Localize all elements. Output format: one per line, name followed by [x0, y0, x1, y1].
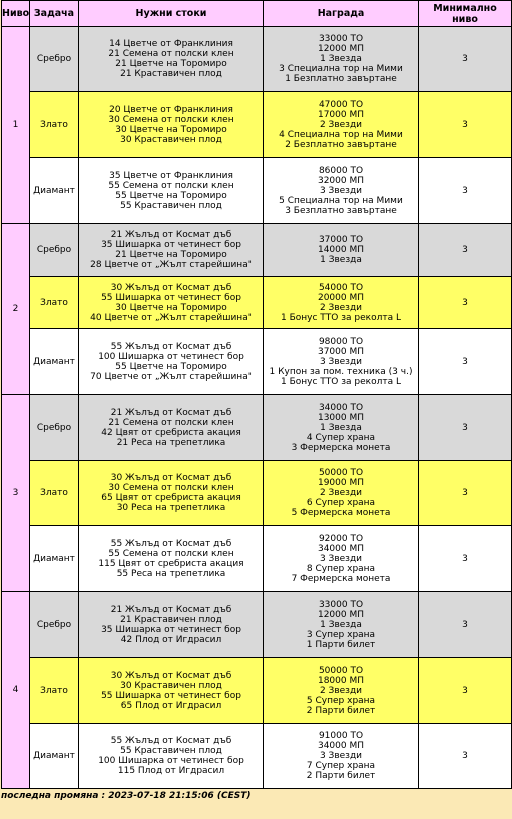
- goods-line: 55 Реса на трепетлика: [116, 568, 226, 579]
- reward-line: 3 Звезди: [319, 553, 363, 564]
- goods-line: 21 Краставичен плод: [120, 69, 222, 79]
- table-row: [2, 277, 512, 329]
- goods-line: 35 Шишарка от четинест бор: [101, 624, 241, 635]
- goods-line: 21 Семена от полски клен: [108, 417, 234, 428]
- goods-cell: [79, 658, 264, 724]
- task-cell: Злато: [30, 658, 79, 724]
- goods-line: 21 Жълъд от Космат дъб: [110, 230, 232, 240]
- reward-line: 33000 ТО: [318, 599, 364, 610]
- goods-line: 21 Реса на трепетлика: [116, 437, 226, 448]
- reward-line: 92000 ТО: [318, 533, 364, 544]
- reward-line: 1 Звезда: [320, 422, 362, 433]
- reward-line: 91000 ТО: [318, 731, 364, 741]
- task-cell: Сребро: [30, 592, 79, 658]
- goods-line: 40 Цветче от „Жълт старейшина": [90, 312, 252, 323]
- reward-line: 7 Супер храна: [306, 761, 376, 771]
- goods-line: 30 Реса на трепетлика: [116, 503, 226, 513]
- header-task: Задача: [30, 1, 79, 27]
- reward-line: 12000 МП: [317, 609, 365, 620]
- goods-line: 55 Жълъд от Космат дъб: [110, 538, 232, 549]
- goods-cell: [79, 92, 264, 158]
- goods-line: 30 Цветче на Торомиро: [115, 302, 227, 313]
- goods-line: 70 Цветче от „Жълт старейшина": [90, 371, 252, 382]
- goods-line: 21 Цветче на Торомиро: [115, 59, 227, 69]
- reward-line: 20000 МП: [317, 292, 365, 303]
- reward-line: 4 Специална тор на Мими: [279, 129, 403, 140]
- level-cell: 3: [2, 395, 30, 592]
- reward-line: 12000 МП: [317, 44, 365, 54]
- reward-line: 3 Безплатно завъртане: [285, 205, 397, 216]
- goods-line: 42 Плод от Игдрасил: [120, 634, 222, 645]
- reward-cell: [264, 526, 419, 592]
- reward-line: 37000 ТО: [318, 235, 364, 245]
- table-header-row: [2, 1, 512, 27]
- reward-line: 3 Специална тор на Мими: [279, 64, 403, 74]
- reward-line: 3 Звезди: [319, 751, 363, 761]
- task-cell: Диамант: [30, 526, 79, 592]
- task-cell: Диамант: [30, 158, 79, 224]
- goods-line: 21 Семена от полски клен: [108, 49, 234, 59]
- reward-cell: [264, 329, 419, 395]
- reward-line: 14000 МП: [317, 245, 365, 255]
- reward-cell: [264, 395, 419, 461]
- last-modified: последна промяна : 2023-07-18 21:15:06 (CEST): [1, 791, 251, 801]
- min-level-cell: 3: [419, 658, 512, 724]
- goods-line: 115 Плод от Игдрасил: [117, 766, 225, 776]
- goods-line: 55 Шишарка от четинест бор: [101, 292, 241, 303]
- reward-line: 50000 ТО: [318, 468, 364, 478]
- goods-line: 65 Цвят от сребриста акация: [101, 493, 241, 503]
- min-level-cell: 3: [419, 526, 512, 592]
- reward-line: 3 Фермерска монета: [291, 442, 391, 453]
- reward-cell: [264, 461, 419, 526]
- level-cell: 4: [2, 592, 30, 789]
- goods-line: 100 Шишарка от четинест бор: [98, 351, 244, 362]
- reward-line: 34000 МП: [317, 741, 365, 751]
- reward-line: 6 Супер храна: [306, 498, 376, 508]
- task-cell: Злато: [30, 461, 79, 526]
- min-level-cell: 3: [419, 224, 512, 277]
- table-row: [2, 27, 512, 92]
- reward-line: 5 Специална тор на Мими: [279, 195, 403, 206]
- reward-line: 3 Звезди: [319, 356, 363, 367]
- reward-line: 2 Звезди: [319, 302, 363, 313]
- table-row: [2, 526, 512, 592]
- reward-line: 47000 ТО: [318, 99, 364, 110]
- reward-line: 1 Безплатно завъртане: [285, 74, 397, 84]
- goods-cell: [79, 277, 264, 329]
- task-cell: Сребро: [30, 395, 79, 461]
- min-level-cell: 3: [419, 27, 512, 92]
- goods-line: 35 Цветче от Франклиния: [109, 170, 233, 181]
- goods-line: 20 Цветче от Франклиния: [109, 104, 233, 115]
- reward-line: 2 Парти билет: [306, 771, 376, 781]
- reward-line: 1 Звезда: [320, 255, 362, 265]
- goods-line: 55 Семена от полски клен: [108, 548, 234, 559]
- goods-line: 30 Краставичен плод: [120, 134, 222, 145]
- header-level: Ниво: [2, 1, 30, 27]
- reward-line: 19000 МП: [317, 478, 365, 488]
- goods-line: 30 Жълъд от Космат дъб: [110, 282, 232, 293]
- table-row: [2, 724, 512, 789]
- reward-line: 7 Фермерска монета: [291, 573, 391, 584]
- header-reward: Награда: [264, 1, 419, 27]
- table-row: [2, 658, 512, 724]
- table-row: [2, 329, 512, 395]
- reward-line: 17000 МП: [317, 109, 365, 120]
- reward-line: 33000 ТО: [318, 34, 364, 44]
- reward-cell: [264, 277, 419, 329]
- reward-line: 1 Купон за пом. техника (3 ч.): [269, 366, 413, 377]
- goods-line: 28 Цветче от „Жълт старейшина": [90, 260, 252, 270]
- rewards-table: [1, 0, 512, 789]
- goods-line: 30 Семена от полски клен: [108, 483, 234, 493]
- task-cell: Сребро: [30, 224, 79, 277]
- reward-cell: [264, 724, 419, 789]
- task-cell: Злато: [30, 92, 79, 158]
- reward-cell: [264, 658, 419, 724]
- reward-line: 1 Звезда: [320, 54, 362, 64]
- table-body: [2, 27, 512, 789]
- goods-line: 21 Жълъд от Космат дъб: [110, 407, 232, 418]
- min-level-cell: 3: [419, 395, 512, 461]
- reward-cell: [264, 592, 419, 658]
- goods-line: 21 Цветче на Торомиро: [115, 250, 227, 260]
- goods-cell: [79, 526, 264, 592]
- min-level-cell: 3: [419, 724, 512, 789]
- goods-line: 30 Жълъд от Космат дъб: [110, 670, 232, 681]
- table-row: [2, 158, 512, 224]
- level-cell: 1: [2, 27, 30, 224]
- reward-line: 1 Бонус ТТО за реколта L: [281, 312, 401, 323]
- reward-line: 8 Супер храна: [306, 563, 376, 574]
- goods-line: 30 Цветче на Торомиро: [115, 124, 227, 135]
- table-row: [2, 461, 512, 526]
- min-level-cell: 3: [419, 158, 512, 224]
- task-cell: Диамант: [30, 329, 79, 395]
- goods-cell: [79, 461, 264, 526]
- min-level-cell: 3: [419, 592, 512, 658]
- goods-line: 55 Цветче на Торомиро: [115, 190, 227, 201]
- header-min-level: Минимално ниво: [419, 1, 512, 27]
- goods-line: 55 Жълъд от Космат дъб: [110, 736, 232, 746]
- goods-line: 100 Шишарка от четинест бор: [98, 756, 244, 766]
- reward-line: 32000 МП: [317, 175, 365, 186]
- task-cell: Диамант: [30, 724, 79, 789]
- goods-cell: [79, 724, 264, 789]
- reward-line: 4 Супер храна: [306, 432, 376, 443]
- reward-line: 2 Звезди: [319, 685, 363, 696]
- reward-cell: [264, 158, 419, 224]
- reward-line: 37000 МП: [317, 346, 365, 357]
- reward-line: 1 Звезда: [320, 619, 362, 630]
- goods-line: 55 Краставичен плод: [120, 746, 222, 756]
- table-row: [2, 224, 512, 277]
- reward-line: 18000 МП: [317, 675, 365, 686]
- task-cell: Сребро: [30, 27, 79, 92]
- reward-line: 5 Супер храна: [306, 695, 376, 706]
- goods-line: 115 Цвят от сребриста акация: [98, 558, 244, 569]
- reward-line: 34000 ТО: [318, 402, 364, 413]
- goods-line: 14 Цветче от Франклиния: [109, 39, 233, 49]
- reward-line: 2 Звезди: [319, 488, 363, 498]
- reward-line: 3 Супер храна: [306, 629, 376, 640]
- goods-line: 30 Семена от полски клен: [108, 114, 234, 125]
- goods-cell: [79, 158, 264, 224]
- goods-line: 55 Жълъд от Космат дъб: [110, 341, 232, 352]
- reward-line: 13000 МП: [317, 412, 365, 423]
- table-row: [2, 395, 512, 461]
- min-level-cell: 3: [419, 461, 512, 526]
- goods-cell: [79, 395, 264, 461]
- table-row: [2, 592, 512, 658]
- goods-line: 55 Краставичен плод: [120, 200, 222, 211]
- goods-line: 55 Семена от полски клен: [108, 180, 234, 191]
- reward-cell: [264, 92, 419, 158]
- level-cell: 2: [2, 224, 30, 395]
- reward-line: 2 Парти билет: [306, 705, 376, 716]
- min-level-cell: 3: [419, 92, 512, 158]
- reward-line: 3 Звезди: [319, 185, 363, 196]
- goods-cell: [79, 224, 264, 277]
- goods-cell: [79, 592, 264, 658]
- reward-line: 98000 ТО: [318, 336, 364, 347]
- task-cell: Злато: [30, 277, 79, 329]
- goods-line: 42 Цвят от сребриста акация: [101, 427, 241, 438]
- goods-line: 30 Жълъд от Космат дъб: [110, 473, 232, 483]
- reward-line: 5 Фермерска монета: [291, 508, 391, 518]
- min-level-cell: 3: [419, 329, 512, 395]
- reward-line: 86000 ТО: [318, 165, 364, 176]
- reward-line: 2 Безплатно завъртане: [285, 139, 397, 150]
- reward-line: 2 Звезди: [319, 119, 363, 130]
- reward-line: 1 Бонус ТТО за реколта L: [281, 376, 401, 387]
- table-row: [2, 92, 512, 158]
- reward-cell: [264, 224, 419, 277]
- goods-line: 55 Цветче на Торомиро: [115, 361, 227, 372]
- goods-cell: [79, 27, 264, 92]
- goods-line: 55 Шишарка от четинест бор: [101, 690, 241, 701]
- reward-line: 50000 ТО: [318, 665, 364, 676]
- reward-cell: [264, 27, 419, 92]
- goods-line: 21 Жълъд от Космат дъб: [110, 604, 232, 615]
- goods-line: 21 Краставичен плод: [120, 614, 222, 625]
- goods-line: 30 Краставичен плод: [120, 680, 222, 691]
- goods-line: 65 Плод от Игдрасил: [120, 700, 222, 711]
- reward-line: 1 Парти билет: [306, 639, 376, 650]
- reward-line: 54000 ТО: [318, 282, 364, 293]
- goods-line: 35 Шишарка от четинест бор: [101, 240, 241, 250]
- min-level-cell: 3: [419, 277, 512, 329]
- goods-cell: [79, 329, 264, 395]
- header-goods: Нужни стоки: [79, 1, 264, 27]
- reward-line: 34000 МП: [317, 543, 365, 554]
